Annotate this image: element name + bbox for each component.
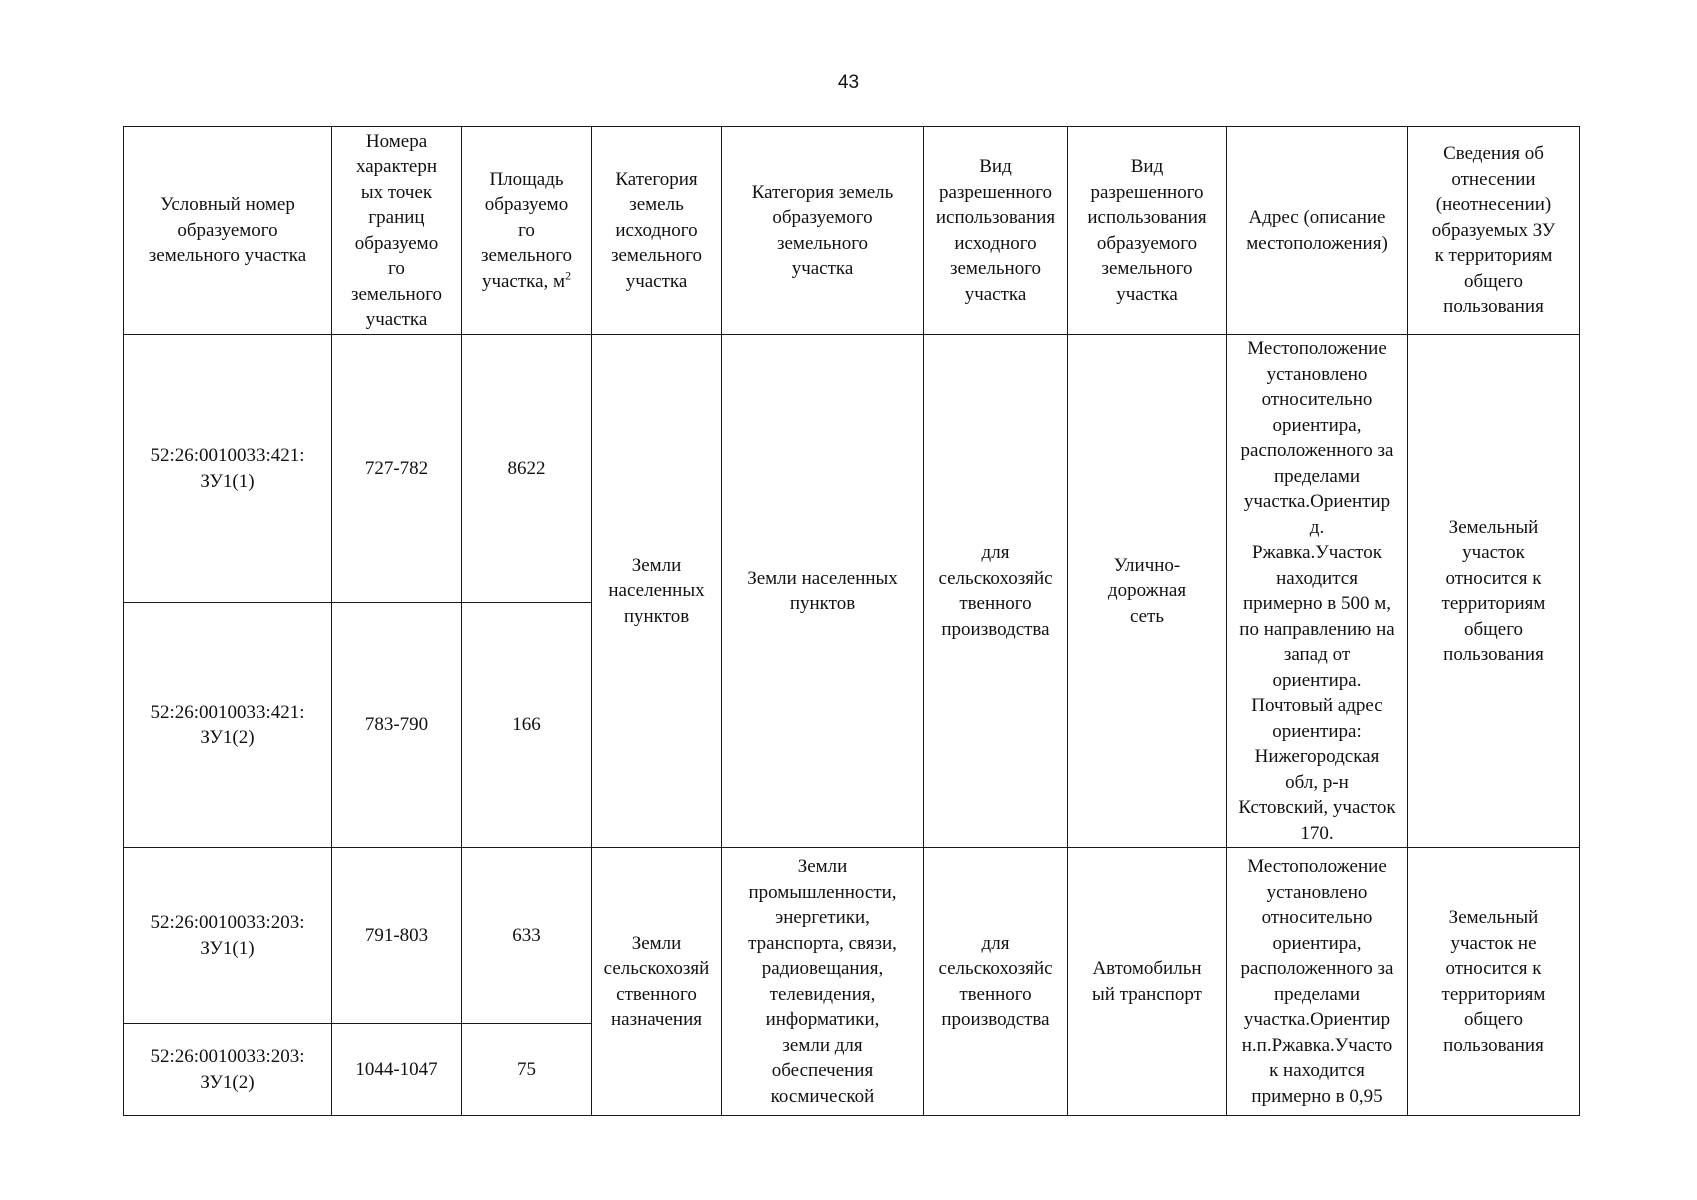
header-line: го: [388, 258, 405, 279]
cell-line: участок не: [1450, 932, 1537, 954]
cell-line: участок: [1462, 542, 1525, 563]
boundary-points-cell: 791-803: [332, 848, 462, 1024]
cell-line: Земли населенных: [747, 567, 898, 589]
cell-line: к находится: [1269, 1060, 1365, 1081]
area-cell: 166: [462, 603, 592, 848]
header-line: Сведения об: [1443, 143, 1544, 165]
header-address: [1227, 127, 1408, 335]
cell-line: Земли: [631, 554, 682, 576]
header-line: использования: [1087, 207, 1207, 228]
header-line: Категория: [615, 168, 698, 190]
cell-line: установлено: [1266, 363, 1368, 385]
cell-line: Земли: [797, 856, 848, 877]
cell-line: пользования: [1443, 1034, 1544, 1056]
new-use-cell: [1068, 848, 1227, 1116]
header-line: использования: [935, 207, 1056, 228]
cell-line: обеспечения: [771, 1060, 874, 1081]
cell-line: расположенного за: [1240, 440, 1394, 461]
header-new-use: [1068, 127, 1227, 335]
address-cell: [1227, 848, 1408, 1116]
header-line: образуемо: [484, 194, 569, 216]
cell-line: расположенного за: [1240, 958, 1394, 979]
cell-line: 52:26:0010033:203:: [150, 1046, 305, 1067]
cadastral-number-cell: [124, 848, 332, 1024]
header-line: участка: [1116, 283, 1178, 305]
header-public-use-info: [1408, 127, 1580, 335]
cell-line: территориям: [1441, 983, 1546, 1005]
parcel-table: [123, 126, 1580, 1116]
header-line: земельного: [949, 258, 1042, 279]
cadastral-number-cell: [124, 603, 332, 848]
cell-line: промышленности,: [748, 881, 897, 903]
header-area: [462, 127, 592, 335]
table-row: [124, 848, 1580, 1024]
area-unit-superscript: 2: [565, 268, 572, 283]
header-cadastral-number-text: Условный номер образуемого земельного участка: [148, 194, 307, 267]
cell-line: сельскохозяйс: [938, 958, 1053, 979]
cell-line: общего: [1463, 618, 1524, 640]
header-line: Площадь: [489, 168, 564, 190]
cell-line: Улично-: [1113, 554, 1181, 576]
header-line: участка: [365, 309, 428, 330]
cell-line: ориентира,: [1272, 414, 1362, 436]
cell-line: ЗУ1(2): [200, 727, 255, 748]
header-boundary-points: [332, 127, 462, 335]
header-line: земельного: [480, 245, 573, 267]
cell-line: телевидения,: [769, 983, 876, 1005]
cell-line: Ржавка.Участок: [1252, 542, 1382, 563]
header-line: земель: [629, 194, 684, 216]
header-line: Вид: [979, 156, 1012, 177]
cell-line: твенного: [959, 983, 1032, 1005]
header-row: [124, 127, 1580, 335]
area-cell: 8622: [462, 335, 592, 603]
header-line: Номера: [365, 130, 428, 152]
cell-line: обл, р-н: [1285, 771, 1349, 793]
cell-line: пунктов: [623, 605, 690, 627]
cell-line: твенного: [959, 593, 1032, 614]
header-line: разрешенного: [1090, 181, 1204, 203]
header-line: границ: [368, 207, 425, 228]
area-unit-label: участка, м: [481, 270, 566, 292]
header-line: ых точек: [360, 181, 433, 203]
header-line: участка: [791, 258, 854, 279]
cell-line: Местоположение: [1247, 338, 1387, 359]
area-cell: 75: [462, 1024, 592, 1116]
cell-line: относительно: [1261, 389, 1373, 410]
cell-line: относится к: [1445, 567, 1542, 589]
header-line: разрешенного: [938, 181, 1053, 203]
header-source-category: [592, 127, 722, 335]
header-line: земельного: [776, 232, 869, 254]
cell-line: ЗУ1(2): [200, 1071, 255, 1093]
cell-line: Почтовый адрес: [1251, 695, 1383, 716]
cell-line: производства: [941, 1009, 1050, 1030]
cell-line: информатики,: [765, 1009, 880, 1030]
cell-line: земли для: [782, 1034, 863, 1056]
cell-line: Земли: [631, 932, 682, 954]
cell-line: Автомобильн: [1092, 958, 1202, 979]
source-use-cell: [924, 335, 1068, 848]
public-use-info-cell: [1408, 335, 1580, 848]
cell-line: Местоположение: [1247, 856, 1387, 877]
cell-line: д.: [1309, 516, 1325, 538]
boundary-points-cell: 1044-1047: [332, 1024, 462, 1116]
header-new-category: [722, 127, 924, 335]
cell-line: ЗУ1(1): [200, 937, 255, 959]
table-row: [124, 335, 1580, 603]
cell-line: находится: [1276, 567, 1358, 589]
header-line: земельного: [1101, 258, 1193, 279]
header-line: участка: [964, 283, 1027, 305]
cell-line: ЗУ1(1): [200, 470, 255, 492]
source-category-cell: [592, 335, 722, 848]
cadastral-number-cell: [124, 335, 332, 603]
cell-line: для: [981, 542, 1010, 563]
cell-line: производства: [941, 618, 1050, 640]
cell-line: радиовещания,: [761, 958, 884, 979]
header-line: к территориям: [1434, 245, 1553, 267]
header-line: общего: [1463, 270, 1524, 292]
cell-line: общего: [1463, 1009, 1524, 1030]
cell-line: сеть: [1129, 605, 1165, 627]
cell-line: н.п.Ржавка.Участо: [1241, 1034, 1393, 1056]
cell-line: Земельный: [1448, 516, 1539, 538]
cell-line: участка.Ориентир: [1243, 491, 1391, 512]
cell-line: пределами: [1273, 465, 1361, 487]
header-line: образуемого: [772, 207, 873, 228]
cadastral-number-cell: [124, 1024, 332, 1116]
cell-line: ственного: [616, 983, 697, 1005]
header-line: Вид: [1130, 156, 1164, 177]
header-cadastral-number: [124, 127, 332, 335]
cell-line: установлено: [1266, 881, 1368, 903]
header-line: образуемого: [1096, 232, 1198, 254]
header-source-use: [924, 127, 1068, 335]
cell-line: примерно в 500 м,: [1243, 593, 1391, 614]
cell-line: 52:26:0010033:421:: [150, 701, 305, 723]
header-line: исходного: [954, 232, 1037, 254]
cell-line: сельскохозяй: [603, 958, 710, 979]
address-cell: [1227, 335, 1408, 848]
header-line: Категория земель: [751, 181, 894, 203]
page-number: 43: [837, 72, 860, 93]
public-use-info-cell: [1408, 848, 1580, 1116]
cell-line: транспорта, связи,: [748, 932, 897, 954]
cell-line: энергетики,: [775, 907, 870, 928]
header-line: исходного: [615, 219, 698, 241]
header-line: характерн: [355, 156, 437, 177]
cell-line: запад от: [1283, 644, 1351, 665]
cell-line: Кстовский, участок: [1238, 797, 1396, 818]
parcel-table-wrapper: [123, 126, 1580, 1116]
cell-line: сельскохозяйс: [938, 567, 1053, 589]
cell-line: ый транспорт: [1092, 983, 1202, 1005]
cell-line: населенных: [608, 580, 705, 602]
header-line: (неотнесении): [1435, 194, 1552, 216]
new-category-cell: [722, 848, 924, 1116]
cell-line: относится к: [1445, 958, 1542, 979]
boundary-points-cell: 783-790: [332, 603, 462, 848]
header-line: земельного: [350, 283, 443, 305]
cell-line: Нижегородская: [1254, 746, 1380, 767]
header-line-unit: [462, 269, 591, 295]
header-line: земельного: [610, 245, 703, 267]
area-cell: 633: [462, 848, 592, 1024]
cell-line: назначения: [610, 1009, 702, 1030]
header-line: образуемо: [354, 232, 439, 254]
header-line: Адрес (описание: [1248, 207, 1386, 228]
cell-line: примерно в 0,95: [1251, 1085, 1383, 1107]
cell-line: пунктов: [789, 593, 856, 614]
header-line: отнесении: [1451, 168, 1536, 190]
header-line: пользования: [1443, 296, 1544, 318]
cell-line: ориентира.: [1272, 669, 1362, 691]
new-category-cell: [722, 335, 924, 848]
cell-line: Земельный: [1448, 907, 1539, 928]
cell-line: ориентира,: [1272, 932, 1362, 954]
cell-line: для: [981, 932, 1010, 954]
cell-line: дорожная: [1107, 580, 1187, 602]
source-use-cell: [924, 848, 1068, 1116]
cell-line: участка.Ориентир: [1243, 1009, 1391, 1030]
cell-line: территориям: [1441, 593, 1546, 614]
cell-line: 52:26:0010033:421:: [150, 445, 305, 466]
boundary-points-cell: 727-782: [332, 335, 462, 603]
cell-line: по направлению на: [1239, 618, 1395, 640]
cell-line: 52:26:0010033:203:: [150, 912, 305, 933]
header-line: образуемых ЗУ: [1431, 219, 1556, 241]
new-use-cell: [1068, 335, 1227, 848]
header-line: участка: [625, 270, 688, 292]
source-category-cell: [592, 848, 722, 1116]
cell-line: относительно: [1261, 907, 1373, 928]
cell-line: пользования: [1443, 644, 1544, 665]
cell-line: пределами: [1273, 983, 1361, 1005]
cell-line: космической: [770, 1085, 875, 1107]
cell-line: 170.: [1300, 822, 1334, 844]
header-line: го: [518, 219, 535, 241]
cell-line: ориентира:: [1272, 720, 1362, 742]
header-line: местоположения): [1246, 232, 1388, 254]
